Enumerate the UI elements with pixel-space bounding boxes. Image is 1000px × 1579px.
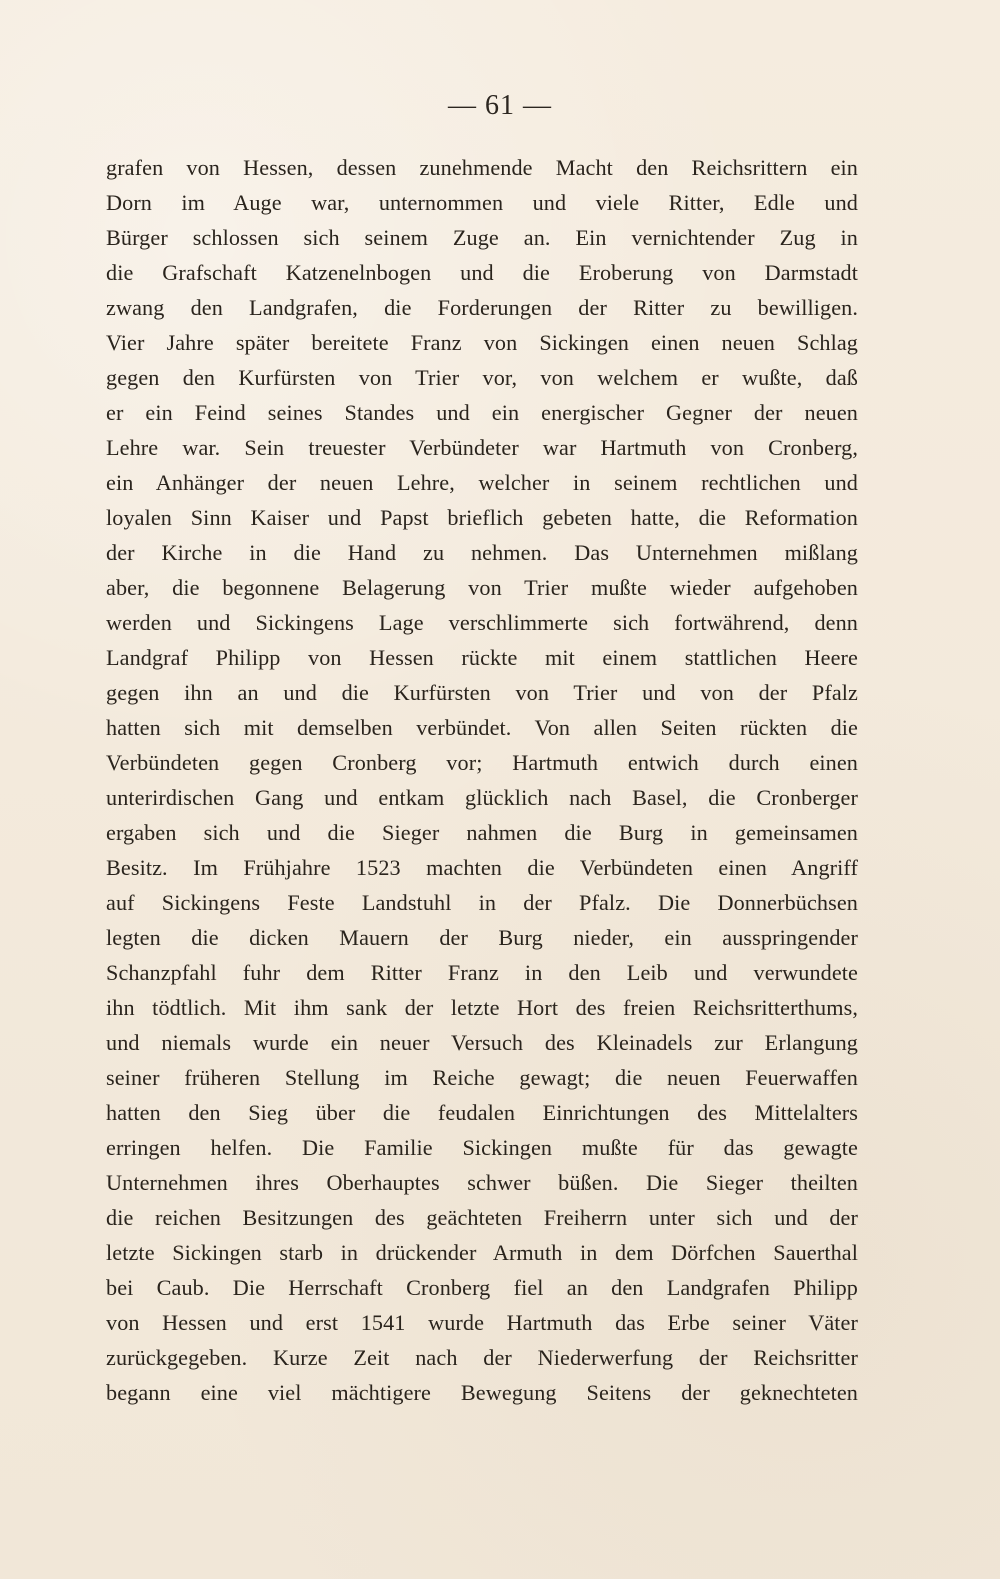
text-line: die reichen Besitzungen des geächteten Freiherrn unter sich und der	[106, 1205, 858, 1230]
text-line: Verbündeten gegen Cronberg vor; Hartmuth entwich durch einen	[106, 750, 858, 775]
text-line: erringen helfen. Die Familie Sickingen mußte für das gewagte	[106, 1135, 858, 1160]
text-line: Schanzpfahl fuhr dem Ritter Franz in den Leib und verwundete	[106, 960, 858, 985]
text-line: gegen ihn an und die Kurfürsten von Trier und von der Pfalz	[106, 680, 858, 705]
text-line: grafen von Hessen, dessen zunehmende Macht den Reichsrittern ein	[106, 155, 858, 180]
text-line: und niemals wurde ein neuer Versuch des Kleinadels zur Erlangung	[106, 1030, 858, 1055]
text-line: legten die dicken Mauern der Burg nieder, ein ausspringender	[106, 925, 858, 950]
text-line: hatten sich mit demselben verbündet. Von allen Seiten rückten die	[106, 715, 858, 740]
page-number: — 61 —	[448, 90, 552, 121]
text-line: werden und Sickingens Lage verschlimmerte sich fortwährend, denn	[106, 610, 858, 635]
text-line: letzte Sickingen starb in drückender Armuth in dem Dörfchen Sauerthal	[106, 1240, 858, 1265]
text-line: bei Caub. Die Herrschaft Cronberg fiel an den Landgrafen Philipp	[106, 1275, 858, 1300]
text-line: hatten den Sieg über die feudalen Einrichtungen des Mittelalters	[106, 1100, 858, 1125]
text-line: Besitz. Im Frühjahre 1523 machten die Verbündeten einen Angriff	[106, 855, 858, 880]
text-line: Landgraf Philipp von Hessen rückte mit einem stattlichen Heere	[106, 645, 858, 670]
text-line: der Kirche in die Hand zu nehmen. Das Unternehmen mißlang	[106, 540, 858, 565]
text-line: Lehre war. Sein treuester Verbündeter war Hartmuth von Cronberg,	[106, 435, 858, 460]
text-line: ihn tödtlich. Mit ihm sank der letzte Hort des freien Reichsritterthums,	[106, 995, 858, 1020]
text-line: loyalen Sinn Kaiser und Papst brieflich gebeten hatte, die Reformation	[106, 505, 858, 530]
text-line: seiner früheren Stellung im Reiche gewagt; die neuen Feuerwaffen	[106, 1065, 858, 1090]
text-line: die Grafschaft Katzenelnbogen und die Eroberung von Darmstadt	[106, 260, 858, 285]
text-line: zwang den Landgrafen, die Forderungen der Ritter zu bewilligen.	[106, 295, 858, 320]
text-line: ergaben sich und die Sieger nahmen die Burg in gemeinsamen	[106, 820, 858, 845]
text-line: Unternehmen ihres Oberhauptes schwer büßen. Die Sieger theilten	[106, 1170, 858, 1195]
text-line: Bürger schlossen sich seinem Zuge an. Ein vernichtender Zug in	[106, 225, 858, 250]
text-line: zurückgegeben. Kurze Zeit nach der Niederwerfung der Reichsritter	[106, 1345, 858, 1370]
text-line: aber, die begonnene Belagerung von Trier mußte wieder aufgehoben	[106, 575, 858, 600]
text-line: er ein Feind seines Standes und ein energischer Gegner der neuen	[106, 400, 858, 425]
text-line: gegen den Kurfürsten von Trier vor, von welchem er wußte, daß	[106, 365, 858, 390]
text-line: auf Sickingens Feste Landstuhl in der Pfalz. Die Donnerbüchsen	[106, 890, 858, 915]
text-line: von Hessen und erst 1541 wurde Hartmuth das Erbe seiner Väter	[106, 1310, 858, 1335]
body-text	[106, 150, 858, 1410]
text-line: Dorn im Auge war, unternommen und viele Ritter, Edle und	[106, 190, 858, 215]
text-line: Vier Jahre später bereitete Franz von Sickingen einen neuen Schlag	[106, 330, 858, 355]
text-line: unterirdischen Gang und entkam glücklich nach Basel, die Cronberger	[106, 785, 858, 810]
text-line: ein Anhänger der neuen Lehre, welcher in seinem rechtlichen und	[106, 470, 858, 495]
text-line: begann eine viel mächtigere Bewegung Seitens der geknechteten	[106, 1380, 858, 1405]
